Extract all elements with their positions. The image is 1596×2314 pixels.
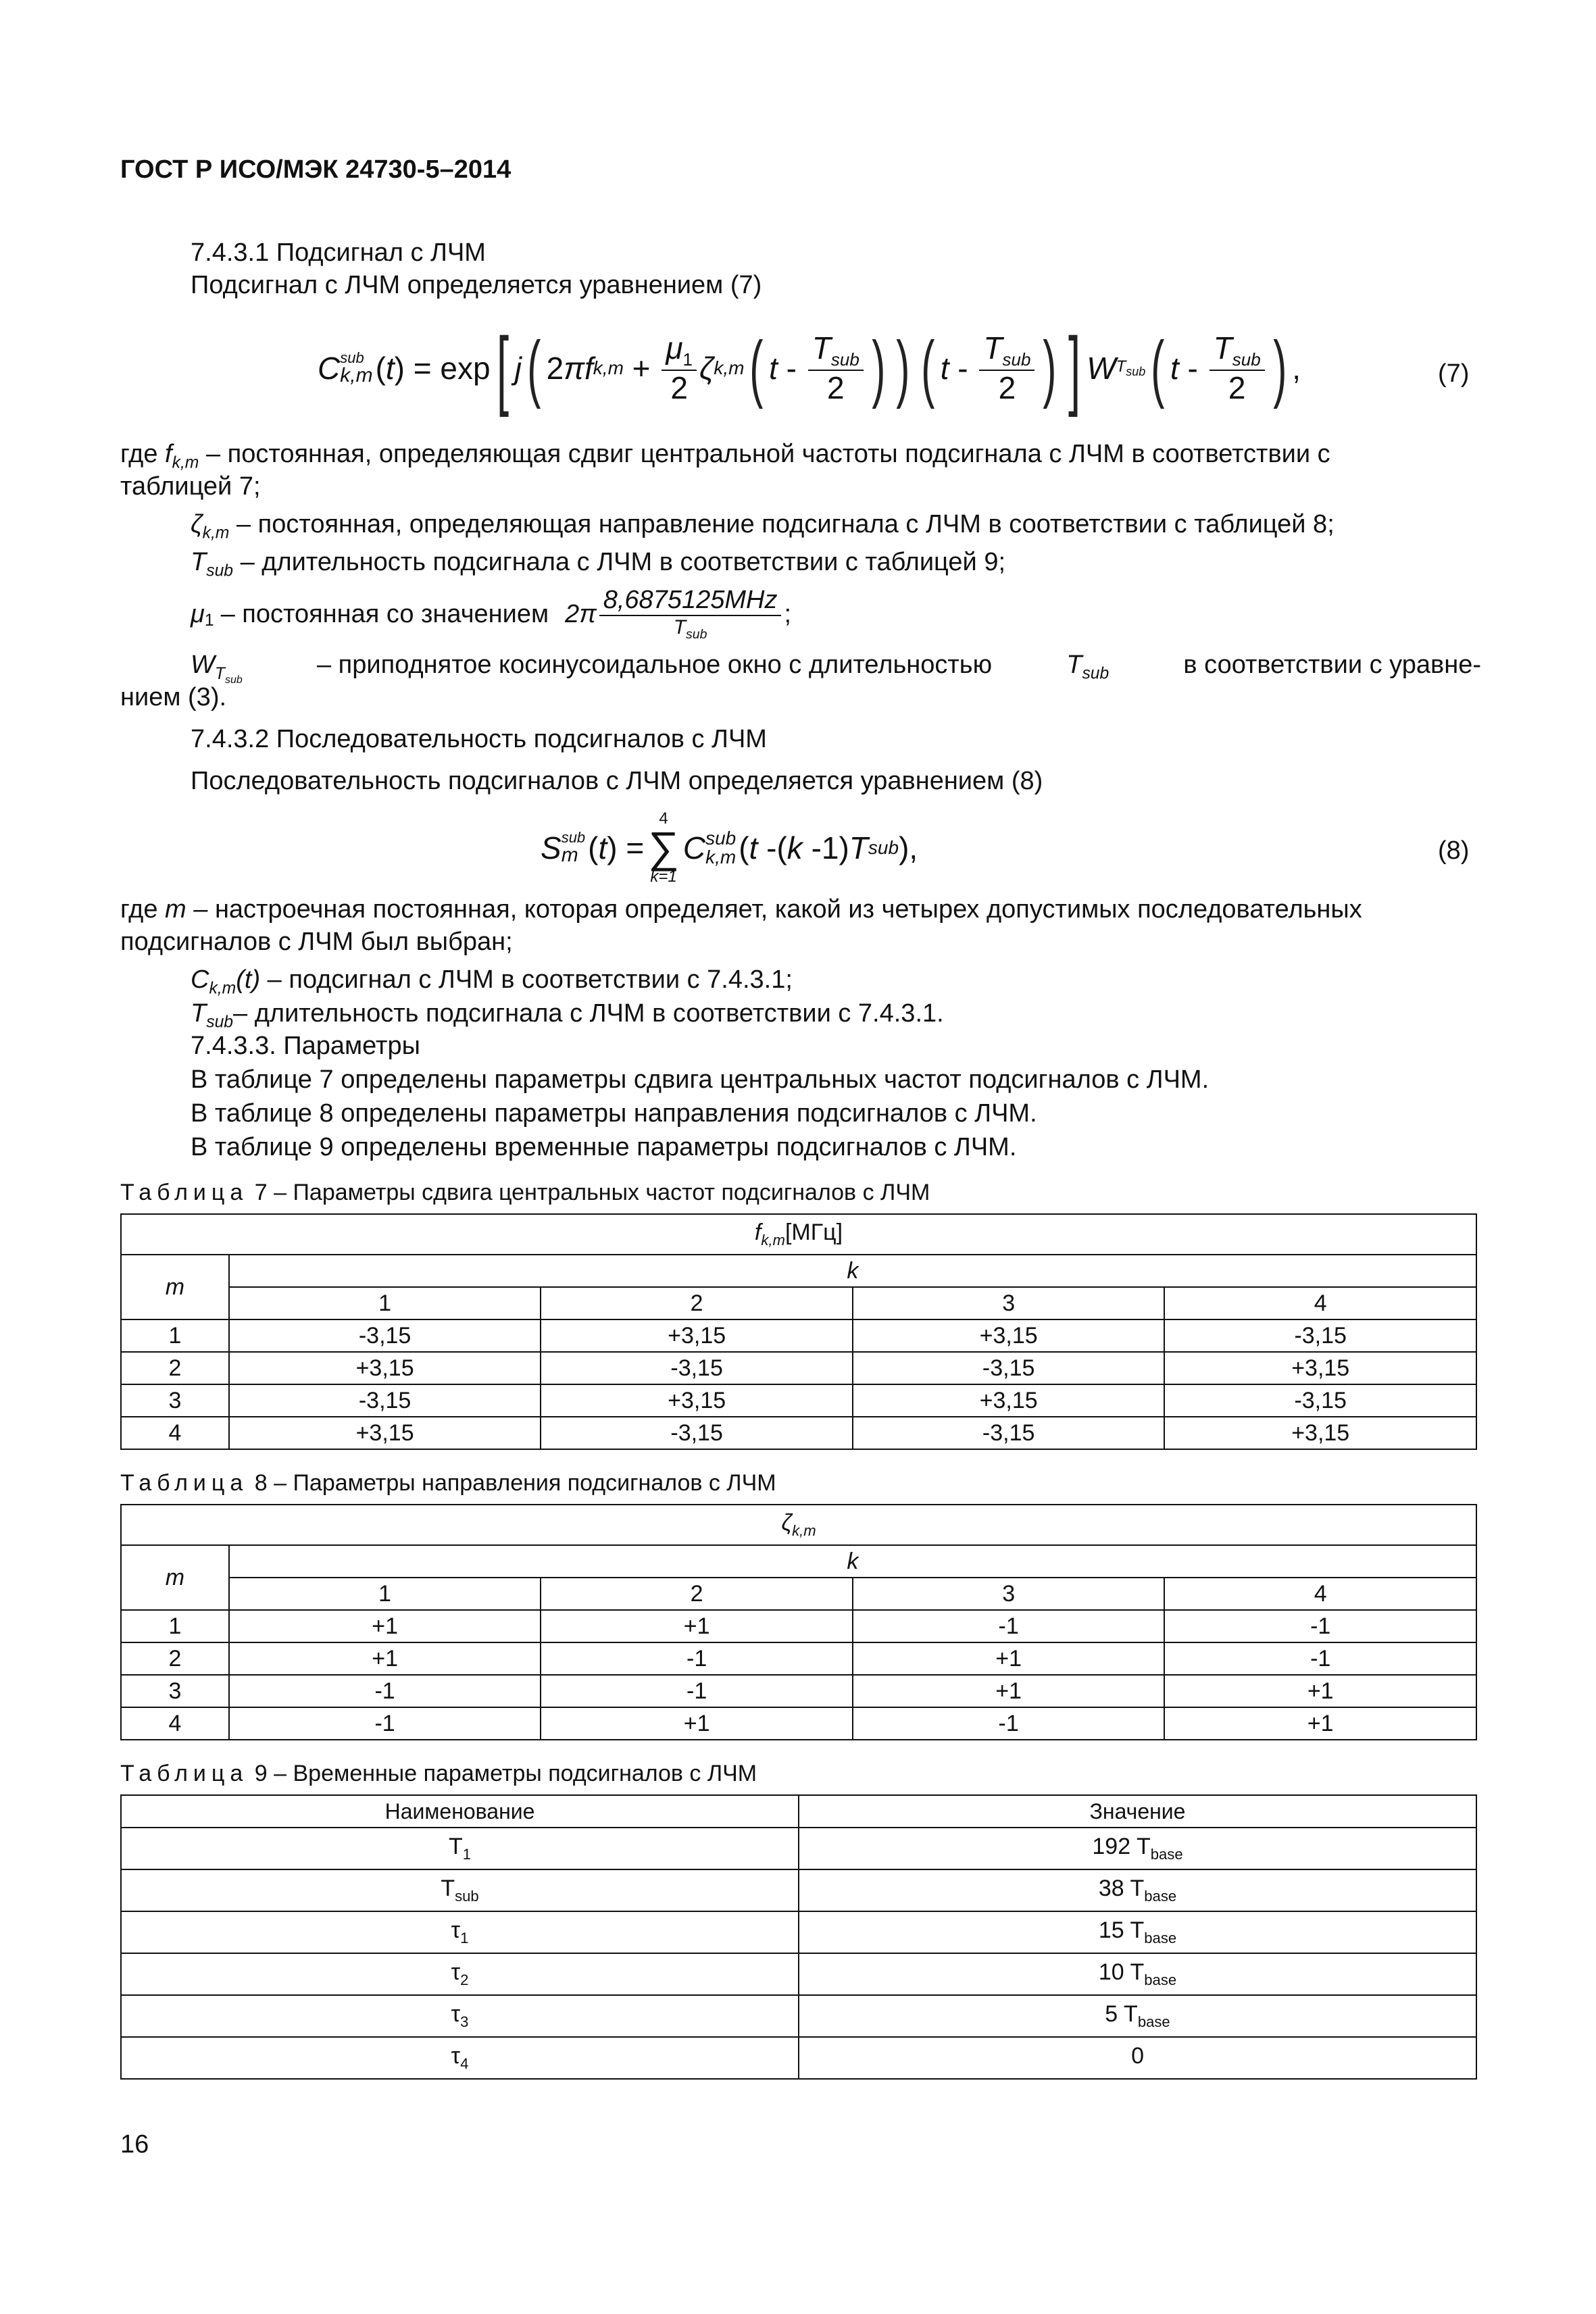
table-cell: $T_{sub}$ (121, 1869, 799, 1911)
table-cell: 1 (121, 1319, 229, 1352)
table-cell: -1 (853, 1707, 1165, 1740)
table7-k-value: 1 (229, 1287, 541, 1319)
table-cell: 38 $T_{base}$ (799, 1869, 1476, 1911)
table-cell: +3,15 (853, 1384, 1165, 1417)
table-cell: $\tau_4$ (121, 2037, 799, 2079)
section-7433-line2: В таблице 8 определены параметры направления подсигналов с ЛЧМ. (191, 1099, 1037, 1128)
section-7433-line3: В таблице 9 определены временные параметры подсигналов с ЛЧМ. (191, 1133, 1017, 1161)
table-row (121, 1953, 1476, 1995)
table-cell: +1 (1164, 1675, 1476, 1707)
table-row (121, 1642, 1476, 1675)
table-row (121, 1869, 1476, 1911)
table-cell: $\tau_1$ (121, 1911, 799, 1953)
table-cell: 4 (121, 1417, 229, 1449)
table-row (121, 1417, 1476, 1449)
section-7432-heading: 7.4.3.2 Последовательность подсигналов с ЛЧМ (191, 725, 767, 753)
def-mu-line: μ $_1$ – постоянная со значением 2π $\frac{\text{8,6875125MHz}}{T_{sub}}$ ; (191, 586, 792, 642)
table-row (121, 1911, 1476, 1953)
table9-name-header: Наименование (121, 1795, 799, 1828)
table-cell: +3,15 (229, 1417, 541, 1449)
table-cell: $\tau_3$ (121, 1995, 799, 2037)
table-row (121, 1319, 1476, 1352)
table-cell: +1 (229, 1642, 541, 1675)
table-cell: -3,15 (853, 1417, 1165, 1449)
table-row (121, 1995, 1476, 2037)
table8-k-value: 3 (853, 1578, 1165, 1610)
table-9 (120, 1794, 1477, 2080)
table7-k-header: k (229, 1255, 1476, 1287)
table-row (121, 1707, 1476, 1740)
table8-quantity-header: $\zeta_{k,m}$ (121, 1505, 1476, 1545)
table-row (121, 2037, 1476, 2079)
table-row (121, 1675, 1476, 1707)
table-cell: -1 (853, 1610, 1165, 1642)
table-cell: 0 (799, 2037, 1476, 2079)
table-cell: +1 (229, 1610, 541, 1642)
table-cell: 5 $T_{base}$ (799, 1995, 1476, 2037)
section-7432-intro: Последовательность подсигналов с ЛЧМ определяется уравнением (8) (191, 767, 1043, 795)
table-cell: +1 (853, 1642, 1165, 1675)
table8-k-value: 2 (541, 1578, 853, 1610)
def-f-line: где $f_{k,m}$ – постоянная, определяющая сдвиг центральной частоты подсигнала с ЛЧМ в соответствии с (120, 440, 1330, 472)
table-cell: 2 (121, 1642, 229, 1675)
def-m-line: где m – настроечная постоянная, которая определяет, какой из четырех допустимых последовательных (120, 895, 1362, 924)
table-row (121, 1610, 1476, 1642)
table-cell: -1 (541, 1642, 853, 1675)
table-cell: +1 (541, 1707, 853, 1740)
table-7 (120, 1213, 1477, 1450)
table-cell: -1 (229, 1707, 541, 1740)
table7-k-value: 2 (541, 1287, 853, 1319)
table8-caption: Таблица 8 – Параметры направления подсигналов с ЛЧМ (120, 1470, 776, 1496)
table-cell: -3,15 (1164, 1319, 1476, 1352)
table-row (121, 1352, 1476, 1384)
table-cell: +3,15 (541, 1384, 853, 1417)
table-cell: -1 (229, 1675, 541, 1707)
def-zeta-line: $\zeta_{k,m}$ – постоянная, определяющая направление подсигнала с ЛЧМ в соответствии с таблицей 8; (191, 510, 1335, 543)
def-c-line: $C_{k,m}(t)$ – подсигнал с ЛЧМ в соответствии с 7.4.3.1; (191, 965, 793, 998)
table-cell: +1 (1164, 1707, 1476, 1740)
table-cell: 2 (121, 1352, 229, 1384)
section-7433-heading: 7.4.3.3. Параметры (191, 1032, 420, 1060)
table-cell: -3,15 (1164, 1384, 1476, 1417)
table9-caption: Таблица 9 – Временные параметры подсигналов с ЛЧМ (120, 1761, 757, 1786)
section-7433-line1: В таблице 7 определены параметры сдвига центральных частот подсигналов с ЛЧМ. (191, 1065, 1210, 1094)
def-m-line-2: подсигналов с ЛЧМ был выбран; (120, 928, 513, 956)
table-cell: 10 $T_{base}$ (799, 1953, 1476, 1995)
table-cell: +3,15 (541, 1319, 853, 1352)
table7-caption: Таблица 7 – Параметры сдвига центральных частот подсигналов с ЛЧМ (120, 1180, 930, 1205)
table-cell: 1 (121, 1610, 229, 1642)
table-cell: 3 (121, 1675, 229, 1707)
table8-m-header: m (121, 1545, 229, 1610)
table-cell: 15 $T_{base}$ (799, 1911, 1476, 1953)
table-cell: $T_1$ (121, 1828, 799, 1869)
table-cell: -1 (541, 1675, 853, 1707)
section-7431-intro: Подсигнал с ЛЧМ определяется уравнением (7) (191, 271, 762, 299)
table7-quantity-header: $f_{k,m}[МГц]$ (121, 1214, 1476, 1255)
table-cell: +1 (853, 1675, 1165, 1707)
table-row (121, 1384, 1476, 1417)
table-cell: 192 $T_{base}$ (799, 1828, 1476, 1869)
def-tsub-line: $T_{sub}$ – длительность подсигнала с ЛЧМ в соответствии с таблицей 9; (191, 548, 1006, 580)
table-cell: +3,15 (1164, 1352, 1476, 1384)
def-t-line: $T_{sub}-$ длительность подсигнала с ЛЧМ в соответствии с 7.4.3.1. (191, 999, 944, 1032)
equation-7: C sub k,m ( t ) = exp [ j ( 2 πf k,m + $\frac{\mu_1}{2}$ ζ k,m ( t - $\frac{T_{sub}}{2}$ ) ) ( t - $\frac{T_{sub}}{2}$ ) ] W $T_{sub}$ ( t - $\frac{T_{sub}}{2}$ ) , (318, 319, 1301, 418)
table-row (121, 1828, 1476, 1869)
def-f-line-2: таблицей 7; (120, 472, 261, 501)
table-cell: $\tau_2$ (121, 1953, 799, 1995)
table-cell: +3,15 (1164, 1417, 1476, 1449)
table-cell: +3,15 (853, 1319, 1165, 1352)
table-cell: -3,15 (229, 1319, 541, 1352)
table7-k-value: 3 (853, 1287, 1165, 1319)
table-cell: -3,15 (541, 1417, 853, 1449)
table-cell: -3,15 (853, 1352, 1165, 1384)
table7-m-header: m (121, 1255, 229, 1319)
def-w-line-2: нием (3). (120, 683, 227, 711)
table-cell: -3,15 (541, 1352, 853, 1384)
table8-k-header: k (229, 1545, 1476, 1578)
page-number: 16 (120, 2130, 149, 2159)
table8-k-value: 4 (1164, 1578, 1476, 1610)
equation-7-number: (7) (1438, 359, 1470, 388)
section-7431-heading: 7.4.3.1 Подсигнал с ЛЧМ (191, 238, 486, 267)
table-cell: -1 (1164, 1610, 1476, 1642)
table-cell: +1 (541, 1610, 853, 1642)
equation-8: S sub m ( t ) = 4 ∑ k=1 C sub k,m ( t -( k -1) T sub ), (541, 809, 918, 886)
table8-k-value: 1 (229, 1578, 541, 1610)
table-cell: +3,15 (229, 1352, 541, 1384)
table9-value-header: Значение (799, 1795, 1476, 1828)
table-cell: 4 (121, 1707, 229, 1740)
table-cell: 3 (121, 1384, 229, 1417)
table-8 (120, 1504, 1477, 1740)
table7-k-value: 4 (1164, 1287, 1476, 1319)
document-header: ГОСТ Р ИСО/МЭК 24730-5–2014 (120, 155, 512, 184)
table-cell: -3,15 (229, 1384, 541, 1417)
equation-8-number: (8) (1438, 836, 1470, 865)
table-cell: -1 (1164, 1642, 1476, 1675)
def-w-line: $W_{T_{sub}}$ – приподнятое косинусоидальное окно с длительностью $T_{sub}$ в соответствии с уравне- (191, 651, 1481, 686)
